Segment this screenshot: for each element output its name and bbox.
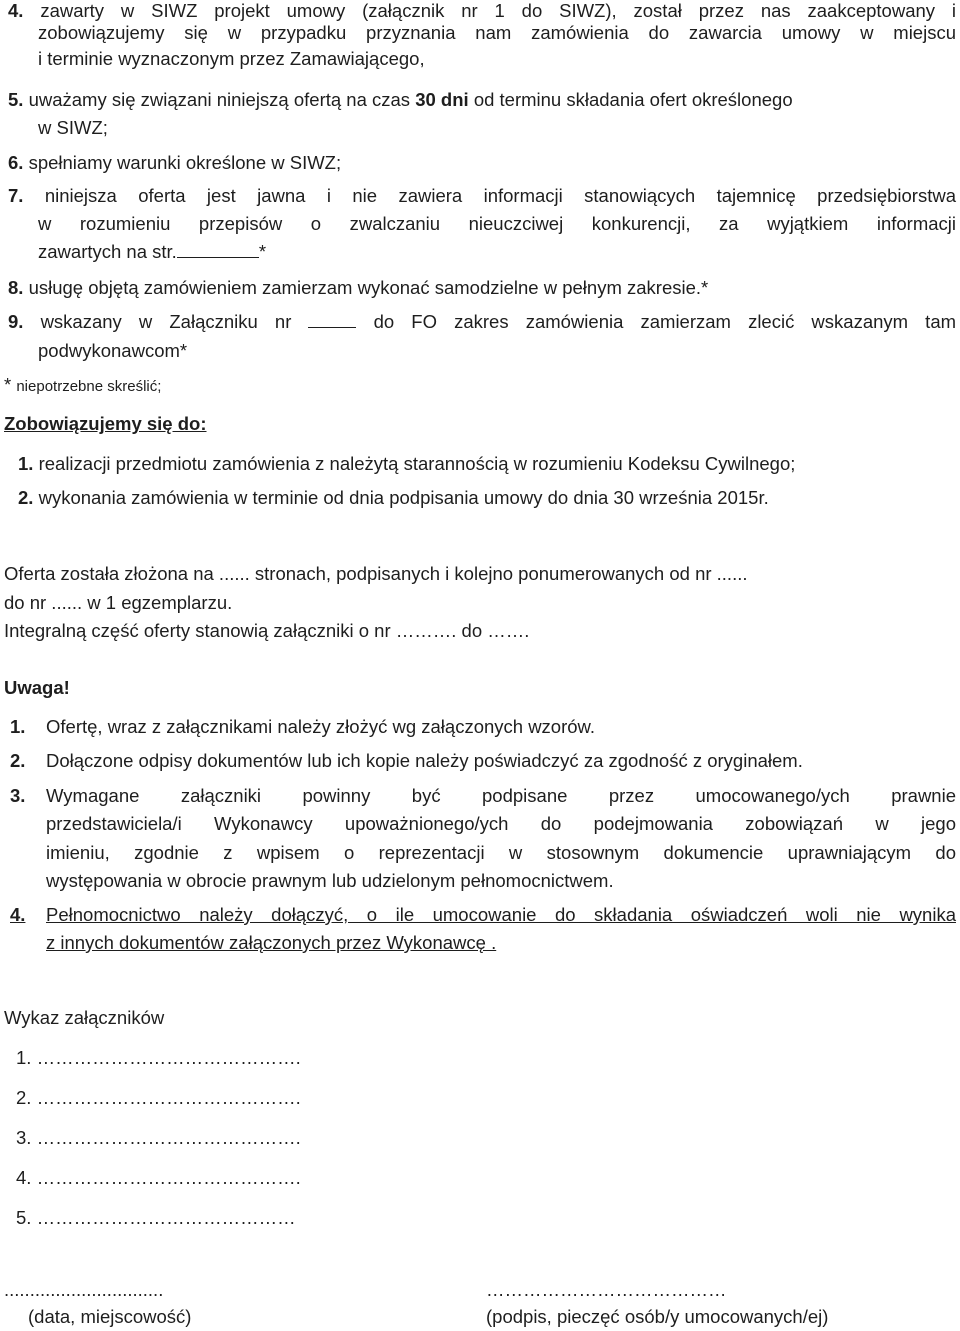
wykaz-item-1 (16, 1047, 301, 1069)
offer-line-1: Oferta została złożona na ...... stronach, podpisanych i kolejno ponumerowanych od nr ...... (4, 563, 748, 584)
wykaz-item-3-dots: ……………………………………. (36, 1127, 301, 1148)
point-5-line-1 (8, 89, 793, 111)
point-5-number: 5. (8, 89, 24, 110)
wykaz-item-3 (16, 1127, 301, 1149)
wykaz-item-1-number: 1. (16, 1047, 32, 1068)
point-5-bold: 30 dni (415, 89, 469, 110)
uwaga-item-3-number: 3. (10, 785, 26, 806)
point-9-post: do FO zakres zamówienia zamierzam zlecić wskazanym tam (373, 311, 957, 332)
point-5-pre: uważamy się związani niniejszą ofertą na czas (28, 89, 411, 110)
point-7-text-1: niniejsza oferta jest jawna i nie zawiera informacji stanowiących tajemnicę przedsiębiorstwa (44, 185, 956, 206)
point-5-post: od terminu składania ofert określonego (473, 89, 793, 110)
uwaga-item-4-line-2: z innych dokumentów załączonych przez Wykonawcę . (46, 932, 497, 953)
wykaz-item-5-dots: …………………………………… (36, 1207, 296, 1228)
point-5-line-2: w SIWZ; (38, 117, 108, 138)
point-4-text-1: zawarty w SIWZ projekt umowy (załącznik nr 1 do SIWZ), został przez nas zaakceptowany i (40, 0, 957, 21)
uwaga-item-2-text: Dołączone odpisy dokumentów lub ich kopie należy poświadczyć za zgodność z oryginałem. (46, 750, 803, 771)
point-9-line-2: podwykonawcom* (38, 340, 188, 361)
uwaga-item-1-text: Ofertę, wraz z załącznikami należy złożyć wg załączonych wzorów. (46, 716, 596, 737)
commit-item-1 (18, 453, 795, 475)
uwaga-item-3-line-1: Wymagane załączniki powinny być podpisane przez umocowanego/ych prawnie (46, 785, 956, 806)
uwaga-heading: Uwaga! (4, 677, 70, 698)
point-4-line-3: i terminie wyznaczonym przez Zamawiającego, (38, 48, 425, 69)
point-9-pre: wskazany w Załączniku nr (40, 311, 292, 332)
point-7-l3-pre: zawartych na str. (38, 241, 177, 262)
commit-item-1-text: realizacji przedmiotu zamówienia z należytą starannością w rozumieniu Kodeksu Cywilnego; (38, 453, 796, 474)
wykaz-item-2 (16, 1087, 301, 1109)
uwaga-item-3-line-3: imieniu, zgodnie z wpisem o reprezentacji w stosownym dokumencie uprawniającym do (46, 842, 956, 863)
wykaz-item-4-dots: ……………………………………. (36, 1167, 301, 1188)
point-6-number: 6. (8, 152, 24, 173)
wykaz-item-2-dots: ……………………………………. (36, 1087, 301, 1108)
point-6-text: spełniamy warunki określone w SIWZ; (28, 152, 342, 173)
commit-item-2-number: 2. (18, 487, 34, 508)
point-7-line-2: w rozumieniu przepisów o zwalczaniu nieuczciwej konkurencji, za wyjątkiem informacji (38, 213, 956, 234)
uwaga-item-3-line-2: przedstawiciela/i Wykonawcy upoważnionego/ych do podejmowania zobowiązań w jego (46, 813, 956, 834)
point-8-text: usługę objętą zamówieniem zamierzam wykonać samodzielne w pełnym zakresie.* (28, 277, 709, 298)
point-4-line-2: zobowiązujemy się w przypadku przyznania nam zamówienia do zawarcia umowy w miejscu (38, 22, 956, 43)
uwaga-item-4 (10, 904, 25, 926)
point-4-line-1 (8, 0, 956, 22)
offer-line-3: Integralną część oferty stanowią załączniki o nr ………. do ……. (4, 620, 530, 641)
point-4-number: 4. (8, 0, 24, 21)
uwaga-item-1 (10, 716, 25, 738)
wykaz-item-5 (16, 1207, 296, 1229)
signature-dots: ………………………………… (486, 1279, 727, 1300)
footnote-text: niepotrzebne skreślić; (16, 378, 162, 395)
wykaz-item-1-dots: ……………………………………. (36, 1047, 301, 1068)
offer-line-2: do nr ...... w 1 egzemplarzu. (4, 592, 233, 613)
page-number-blank (177, 241, 259, 258)
wykaz-item-4-number: 4. (16, 1167, 32, 1188)
uwaga-item-3-line-4: występowania w obrocie prawnym lub udzielonym pełnomocnictwem. (46, 870, 614, 891)
point-7-l3-post: * (258, 241, 267, 262)
commit-item-2 (18, 487, 769, 509)
point-7-number: 7. (8, 185, 24, 206)
wykaz-item-3-number: 3. (16, 1127, 32, 1148)
uwaga-item-4-line-1: Pełnomocnictwo należy dołączyć, o ile umocowanie do składania oświadczeń woli nie wynika (46, 904, 956, 925)
point-9-line-1 (8, 311, 956, 333)
footnote (4, 374, 161, 398)
wykaz-heading: Wykaz załączników (4, 1007, 165, 1028)
uwaga-item-4-number: 4. (10, 904, 26, 925)
uwaga-item-1-number: 1. (10, 716, 26, 737)
point-9-number: 9. (8, 311, 24, 332)
uwaga-item-3 (10, 785, 25, 807)
point-8 (8, 277, 708, 299)
date-place-label: (data, miejscowość) (28, 1306, 192, 1327)
point-7-line-1 (8, 185, 956, 207)
date-place-dots: ............................... (4, 1279, 164, 1300)
uwaga-item-2-number: 2. (10, 750, 26, 771)
point-8-number: 8. (8, 277, 24, 298)
point-6 (8, 152, 341, 174)
commit-item-2-text: wykonania zamówienia w terminie od dnia podpisania umowy do dnia 30 września 2015r. (38, 487, 769, 508)
wykaz-item-2-number: 2. (16, 1087, 32, 1108)
attachment-number-blank (308, 311, 356, 328)
uwaga-item-2 (10, 750, 25, 772)
wykaz-item-4 (16, 1167, 301, 1189)
footnote-star: * (4, 374, 12, 395)
commit-item-1-number: 1. (18, 453, 34, 474)
commit-heading: Zobowiązujemy się do: (4, 413, 207, 434)
wykaz-item-5-number: 5. (16, 1207, 32, 1228)
point-7-line-3 (38, 241, 266, 263)
signature-label: (podpis, pieczęć osób/y umocowanych/ej) (486, 1306, 829, 1327)
